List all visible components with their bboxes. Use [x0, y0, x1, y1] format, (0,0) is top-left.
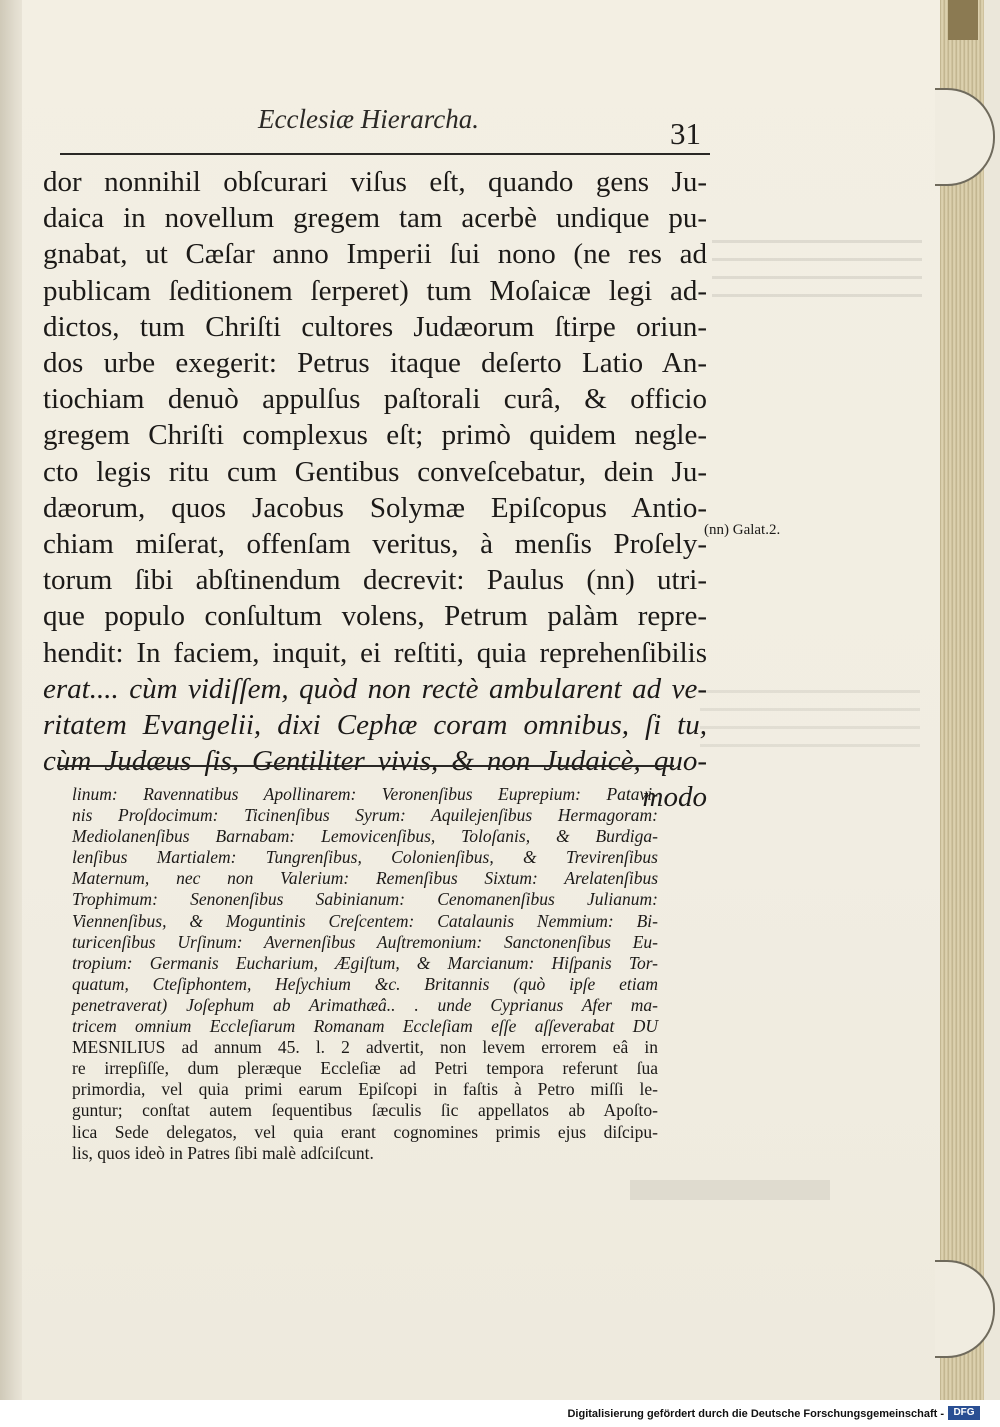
page-stack-corner [948, 0, 978, 40]
footnote-line: Viennenſibus, & Moguntinis Creſcentem: Catalaunis Nemmium: Bi- [72, 910, 658, 931]
show-through-text [700, 690, 920, 760]
footnote-block [72, 784, 658, 1164]
text-line: tiochiam denuò appulſus paſtorali curâ, & officio [43, 383, 707, 416]
footnote-line: quatum, Cteſiphontem, Heſychium &c. Britannis (quò ipſe etiam [72, 973, 658, 994]
text-line-italic: ritatem Evangelii, dixi Cephæ coram omnibus, ſi tu, [43, 709, 707, 742]
running-header: Ecclesiæ Hierarcha. [258, 104, 479, 134]
show-through-text [712, 240, 922, 310]
clip-tab-top [935, 88, 995, 186]
text-line: que populo conſultum volens, Petrum palàm repre- [43, 600, 707, 633]
text-line: publicam ſeditionem ſerperet) tum Moſaicæ legi ad- [43, 274, 707, 307]
footnote-line: lenſibus Martialem: Tungrenſibus, Colonienſibus, & Trevirenſibus [72, 847, 658, 868]
text-line: hendit: In faciem, inquit, ei reſtiti, quia reprehenſibilis [43, 636, 707, 669]
text-line-italic: erat.... cùm vidiſſem, quòd non rectè ambularent ad ve- [43, 672, 707, 705]
page-number: 31 [670, 116, 701, 151]
footnote-line: penetraverat) Joſephum ab Arimathæâ.. . unde Cyprianus Afer ma- [72, 994, 658, 1015]
show-through-text [630, 1180, 830, 1200]
footnote-line: MESNILIUS ad annum 45. l. 2 advertit, non levem errorem eâ in [72, 1037, 658, 1058]
text-line: dor nonnihil obſcurari viſus eſt, quando gens Ju- [43, 166, 707, 198]
header-rule [60, 153, 710, 155]
footnote-line: Trophimum: Senonenſibus Sabinianum: Cenomanenſibus Julianum: [72, 889, 658, 910]
text-line: dictos, tum Chriſti cultores Judæorum ſtirpe oriun- [43, 310, 707, 343]
catchword: modo [642, 781, 707, 814]
main-text-block [43, 164, 707, 816]
footnote-line: guntur; conſtat autem ſequentibus ſæculis ſic appellatos ab Apoſto- [72, 1100, 658, 1121]
footnote-line: linum: Ravennatibus Apollinarem: Veronenſibus Euprepium: Patavi- [72, 784, 658, 804]
margin-note: (nn) Galat.2. [704, 522, 781, 538]
footnote-line: tricem omnium Eccleſiarum Romanam Eccleſiam eſſe aſſeverabat DU [72, 1016, 658, 1037]
footnote-line: re irrepſiſſe, dum pleræque Eccleſiæ ad Petri tempora referunt ſua [72, 1058, 658, 1079]
dfg-logo: DFG [948, 1406, 980, 1420]
text-line-italic: cùm Judæus ſis, Gentiliter vivis, & non Judaicè, quo- [43, 745, 707, 778]
footnote-line: turicenſibus Urſinum: Avernenſibus Auſtremonium: Sanctonenſibus Eu- [72, 931, 658, 952]
footnote-line: nis Proſdocimum: Ticinenſibus Syrum: Aquilejenſibus Hermagoram: [72, 805, 658, 826]
text-line: gnabat, ut Cæſar anno Imperii ſui nono (ne res ad [43, 238, 707, 271]
text-line: gregem Chriſti complexus eſt; primò quidem negle- [43, 419, 707, 452]
footnote-line: primordia, vel quia primi earum Epiſcopi in faſtis à Petro miſſi le- [72, 1079, 658, 1100]
digitization-credit: Digitalisierung gefördert durch die Deutsche Forschungsgemeinschaft - [567, 1408, 944, 1420]
footnote-line: lica Sede delegatos, vel quia erant cognomines primis ejus diſcipu- [72, 1121, 658, 1142]
clip-tab-bottom [935, 1260, 995, 1358]
text-line: torum ſibi abſtinendum decrevit: Paulus (nn) utri- [43, 564, 707, 597]
footnote-line: Mediolanenſibus Barnabam: Lemovicenſibus, Toloſanis, & Burdiga- [72, 826, 658, 847]
text-line: dos urbe exegerit: Petrus itaque deſerto Latio An- [43, 347, 707, 380]
text-line: dæorum, quos Jacobus Solymæ Epiſcopus Antio- [43, 491, 707, 524]
text-line: chiam miſerat, offenſam veritus, à menſis Proſely- [43, 528, 707, 561]
text-line: daica in novellum gregem tam acerbè undique pu- [43, 202, 707, 235]
footnote-line: Maternum, nec non Valerium: Remenſibus Sixtum: Arelatenſibus [72, 868, 658, 889]
footnote-line: tropium: Germanis Eucharium, Ægiſtum, & Marcianum: Hiſpanis Tor- [72, 952, 658, 973]
footnote-line: lis, quos ideò in Patres ſibi malè adſciſcunt. [72, 1142, 374, 1163]
page-stack-edge [940, 0, 984, 1400]
text-line: cto legis ritu cum Gentibus conveſcebatur, dein Ju- [43, 455, 707, 488]
footnote-rule [57, 765, 674, 767]
